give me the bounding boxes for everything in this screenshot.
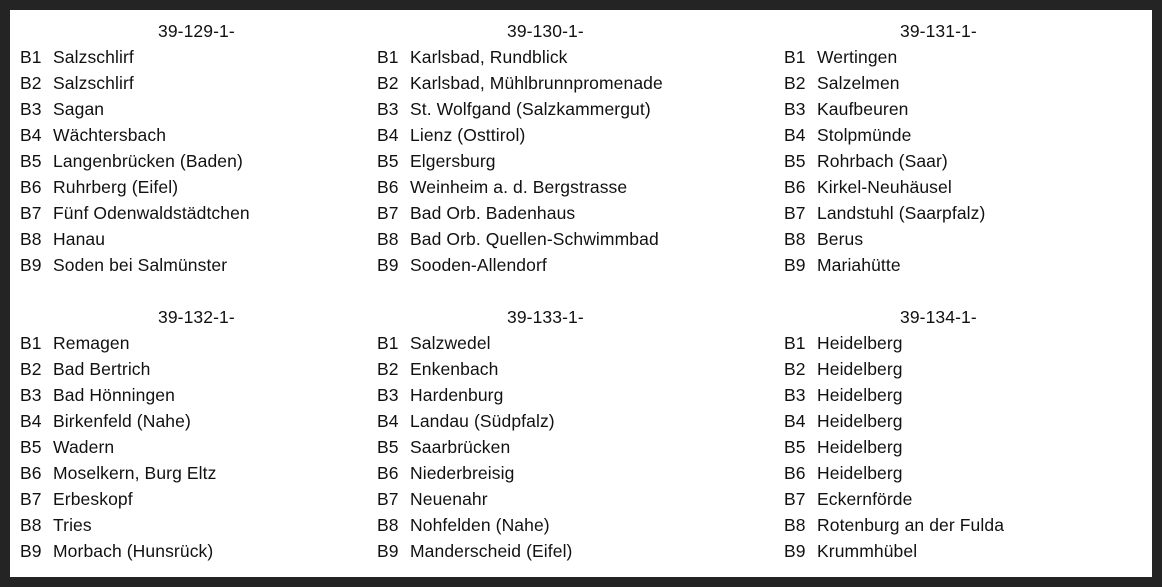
item-place: Lienz (Osttirol) <box>410 125 526 145</box>
item-code: B6 <box>377 177 399 197</box>
block-title: 39-129-1- <box>158 21 235 41</box>
item-place: Hardenburg <box>410 385 504 405</box>
item-place: Sagan <box>53 99 105 119</box>
item-code: B2 <box>784 73 806 93</box>
item-place: Moselkern, Burg Eltz <box>53 463 217 483</box>
item-place: Sooden-Allendorf <box>410 255 547 275</box>
item-place: Wadern <box>53 437 115 457</box>
item-place: Krummhübel <box>817 541 918 561</box>
item-place: Langenbrücken (Baden) <box>53 151 243 171</box>
item-code: B7 <box>377 203 399 223</box>
item-place: Wächtersbach <box>53 125 167 145</box>
item-code: B7 <box>20 203 42 223</box>
item-place: Rotenburg an der Fulda <box>817 515 1005 535</box>
item-place: Remagen <box>53 333 130 353</box>
item-code: B6 <box>20 463 42 483</box>
item-place: Kaufbeuren <box>817 99 909 119</box>
item-place: Heidelberg <box>817 333 903 353</box>
item-place: Hanau <box>53 229 106 249</box>
block-title: 39-130-1- <box>507 21 584 41</box>
item-place: Manderscheid (Eifel) <box>410 541 573 561</box>
item-place: Nohfelden (Nahe) <box>410 515 550 535</box>
item-place: Berus <box>817 229 864 249</box>
item-code: B9 <box>377 255 399 275</box>
item-place: Salzschlirf <box>53 47 134 67</box>
item-place: Soden bei Salmünster <box>53 255 228 275</box>
item-place: Heidelberg <box>817 411 903 431</box>
item-place: Salzelmen <box>817 73 900 93</box>
item-place: Fünf Odenwaldstädtchen <box>53 203 250 223</box>
item-place: Bad Orb. Badenhaus <box>410 203 576 223</box>
item-place: Karlsbad, Rundblick <box>410 47 568 67</box>
item-place: Elgersburg <box>410 151 496 171</box>
item-code: B6 <box>784 463 806 483</box>
item-code: B2 <box>20 359 42 379</box>
item-code: B3 <box>377 385 399 405</box>
item-place: Morbach (Hunsrück) <box>53 541 214 561</box>
item-code: B3 <box>377 99 399 119</box>
item-code: B9 <box>784 541 806 561</box>
item-code: B9 <box>20 255 42 275</box>
item-code: B5 <box>784 437 806 457</box>
item-place: Birkenfeld (Nahe) <box>53 411 191 431</box>
item-place: Bad Hönningen <box>53 385 175 405</box>
item-place: Mariahütte <box>817 255 901 275</box>
item-code: B8 <box>20 515 42 535</box>
item-code: B4 <box>377 125 399 145</box>
item-code: B7 <box>20 489 42 509</box>
item-code: B4 <box>20 411 42 431</box>
block-title: 39-134-1- <box>900 307 977 327</box>
item-code: B8 <box>784 229 806 249</box>
item-code: B7 <box>784 489 806 509</box>
block-title: 39-132-1- <box>158 307 235 327</box>
item-place: Tries <box>53 515 92 535</box>
item-place: St. Wolfgand (Salzkammergut) <box>410 99 651 119</box>
item-code: B1 <box>377 47 399 67</box>
item-place: Karlsbad, Mühlbrunnpromenade <box>410 73 663 93</box>
item-code: B2 <box>377 73 399 93</box>
item-place: Heidelberg <box>817 385 903 405</box>
item-place: Landstuhl (Saarpfalz) <box>817 203 986 223</box>
item-code: B1 <box>20 333 42 353</box>
item-place: Ruhrberg (Eifel) <box>53 177 179 197</box>
document-page <box>10 10 1152 577</box>
item-place: Stolpmünde <box>817 125 912 145</box>
item-code: B8 <box>377 229 399 249</box>
item-code: B7 <box>784 203 806 223</box>
item-place: Bad Orb. Quellen-Schwimmbad <box>410 229 659 249</box>
item-place: Weinheim a. d. Bergstrasse <box>410 177 628 197</box>
item-place: Landau (Südpfalz) <box>410 411 555 431</box>
item-code: B3 <box>20 99 42 119</box>
item-place: Enkenbach <box>410 359 499 379</box>
item-code: B6 <box>377 463 399 483</box>
item-code: B1 <box>784 333 806 353</box>
block-title: 39-133-1- <box>507 307 584 327</box>
item-code: B1 <box>784 47 806 67</box>
item-place: Eckernförde <box>817 489 913 509</box>
item-place: Rohrbach (Saar) <box>817 151 948 171</box>
item-code: B5 <box>377 437 399 457</box>
item-code: B4 <box>784 125 806 145</box>
item-code: B3 <box>784 385 806 405</box>
item-place: Salzwedel <box>410 333 491 353</box>
item-code: B4 <box>20 125 42 145</box>
item-code: B3 <box>20 385 42 405</box>
item-code: B1 <box>377 333 399 353</box>
item-code: B5 <box>784 151 806 171</box>
item-place: Neuenahr <box>410 489 488 509</box>
block-title: 39-131-1- <box>900 21 977 41</box>
item-code: B3 <box>784 99 806 119</box>
item-code: B6 <box>20 177 42 197</box>
item-code: B8 <box>784 515 806 535</box>
item-code: B5 <box>20 437 42 457</box>
item-code: B7 <box>377 489 399 509</box>
item-code: B1 <box>20 47 42 67</box>
item-place: Saarbrücken <box>410 437 511 457</box>
item-code: B9 <box>20 541 42 561</box>
item-code: B9 <box>784 255 806 275</box>
item-place: Bad Bertrich <box>53 359 151 379</box>
item-code: B6 <box>784 177 806 197</box>
item-code: B5 <box>20 151 42 171</box>
item-code: B4 <box>784 411 806 431</box>
item-code: B4 <box>377 411 399 431</box>
item-place: Niederbreisig <box>410 463 515 483</box>
item-place: Heidelberg <box>817 437 903 457</box>
item-code: B2 <box>20 73 42 93</box>
item-place: Erbeskopf <box>53 489 133 509</box>
item-place: Heidelberg <box>817 359 903 379</box>
item-place: Kirkel-Neuhäusel <box>817 177 952 197</box>
item-code: B2 <box>377 359 399 379</box>
item-code: B5 <box>377 151 399 171</box>
item-code: B8 <box>20 229 42 249</box>
item-code: B9 <box>377 541 399 561</box>
item-code: B2 <box>784 359 806 379</box>
item-place: Heidelberg <box>817 463 903 483</box>
item-place: Wertingen <box>817 47 898 67</box>
item-code: B8 <box>377 515 399 535</box>
item-place: Salzschlirf <box>53 73 134 93</box>
